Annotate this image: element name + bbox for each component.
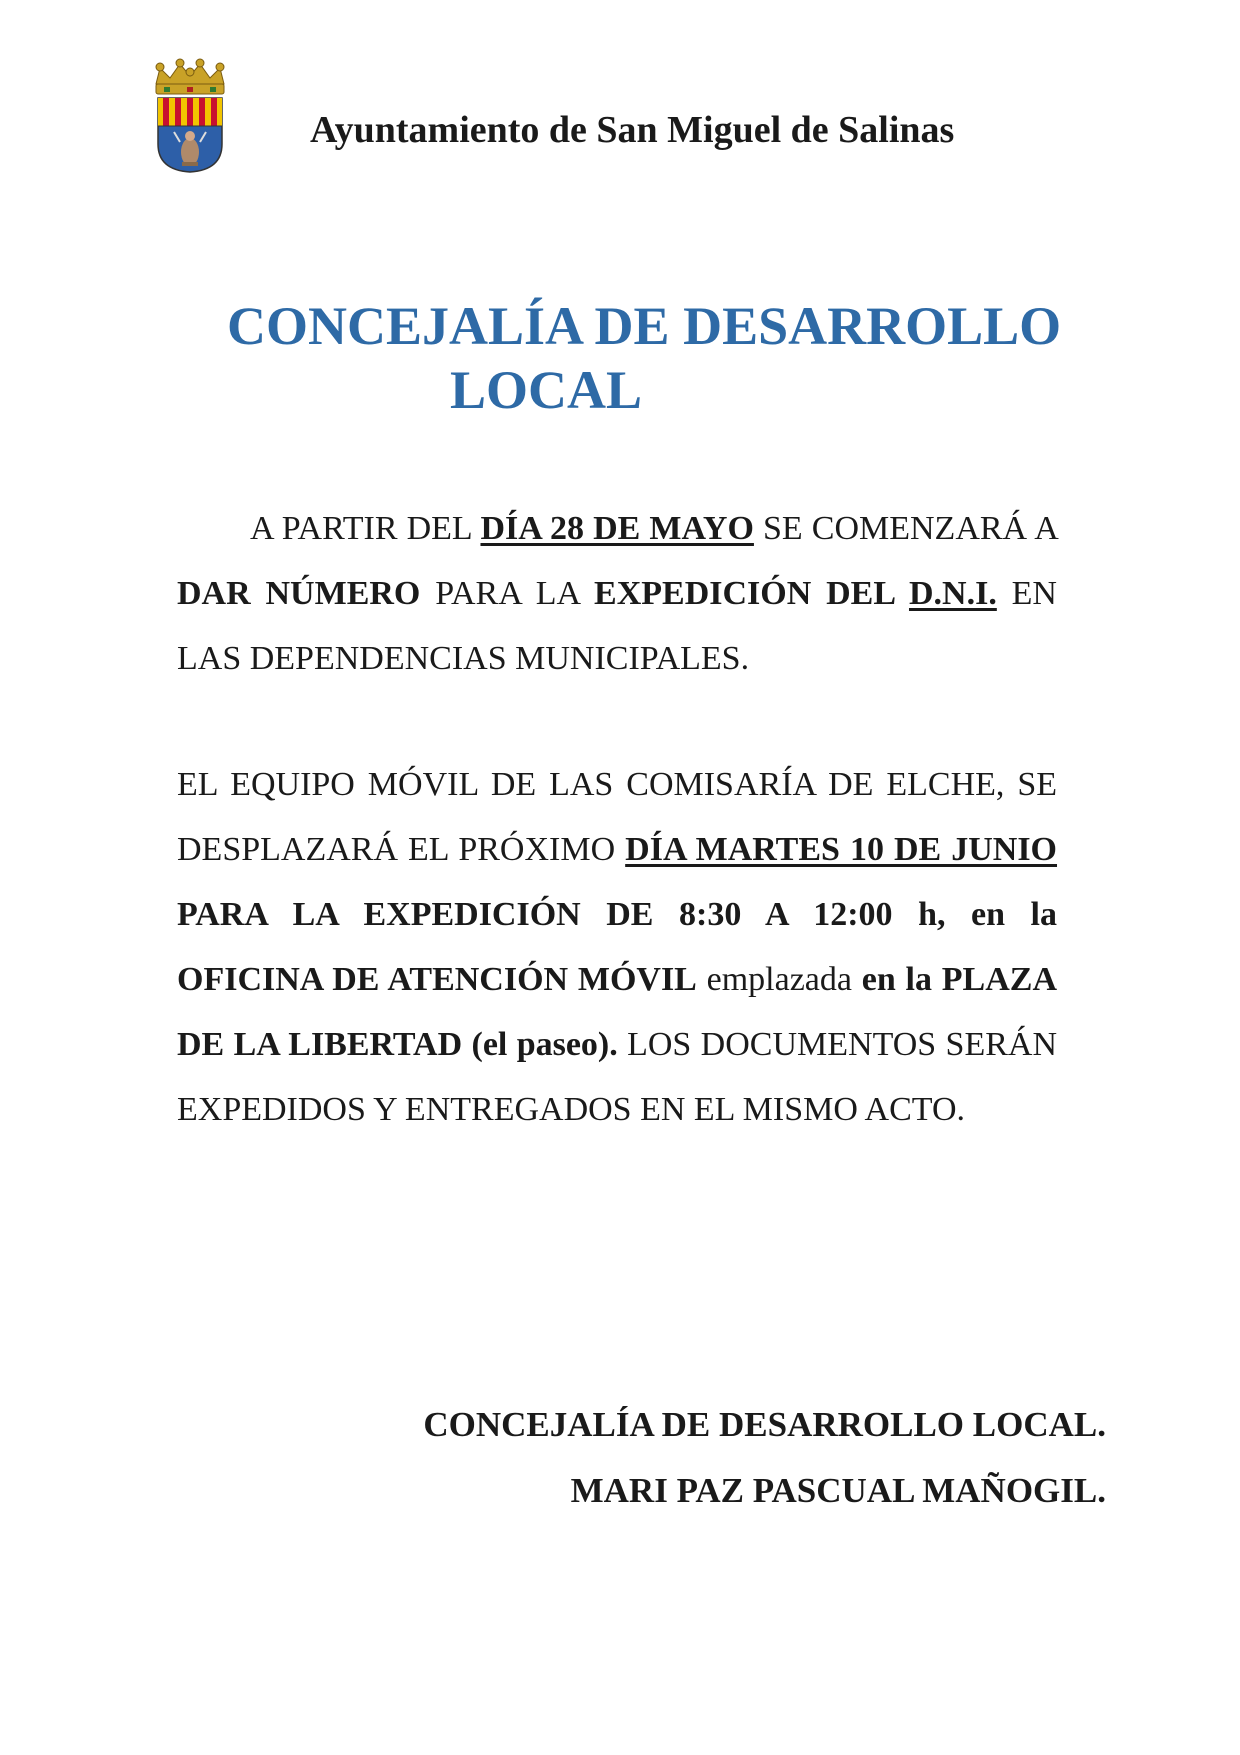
p2-location: en la PLAZA DE LA LIBERTAD (el paseo).: [177, 961, 1058, 1063]
signature-name: MARI PAZ PASCUAL MAÑOGIL.: [570, 1471, 1106, 1510]
municipality-name: Ayuntamiento de San Miguel de Salinas: [310, 109, 955, 151]
announcement-paragraph: [177, 496, 1057, 691]
p1-text: SE COMENZARÁ A: [753, 510, 1057, 547]
p1-text: A PARTIR DEL: [250, 510, 481, 547]
signature-block: [423, 1392, 1106, 1524]
p1-text: EN LAS DEPENDENCIAS MUNICIPALES.: [177, 575, 1057, 677]
p1-highlight: DAR NÚMERO: [177, 575, 421, 612]
p1-dni: D.N.I.: [908, 575, 997, 612]
department-title-line1: CONCEJALÍA DE DESARROLLO: [227, 296, 1062, 356]
p2-date: DÍA MARTES 10 DE JUNIO: [625, 831, 1058, 868]
p1-text: PARA LA: [420, 575, 595, 612]
details-paragraph: [177, 752, 1057, 1142]
p2-highlight: PARA LA EXPEDICIÓN DE 8:30 A 12:00 h, en la OFICINA DE ATENCIÓN MÓVIL: [177, 896, 1057, 998]
p2-text: emplazada: [696, 961, 862, 998]
department-title-line2: LOCAL: [450, 360, 643, 420]
coat-of-arms-icon: [150, 58, 230, 174]
department-title: [200, 294, 1080, 422]
p2-text: EL EQUIPO MÓVIL DE LAS COMISARÍA DE ELCHE, SE DESPLAZARÁ EL PRÓXIMO: [177, 766, 1057, 868]
signature-department: CONCEJALÍA DE DESARROLLO LOCAL.: [423, 1405, 1106, 1444]
p2-text: LOS DOCUMENTOS SERÁN EXPEDIDOS Y ENTREGADOS EN EL MISMO ACTO.: [177, 1026, 1057, 1128]
p1-highlight: EXPEDICIÓN DEL: [594, 575, 909, 612]
p1-date: DÍA 28 DE MAYO: [480, 510, 754, 547]
